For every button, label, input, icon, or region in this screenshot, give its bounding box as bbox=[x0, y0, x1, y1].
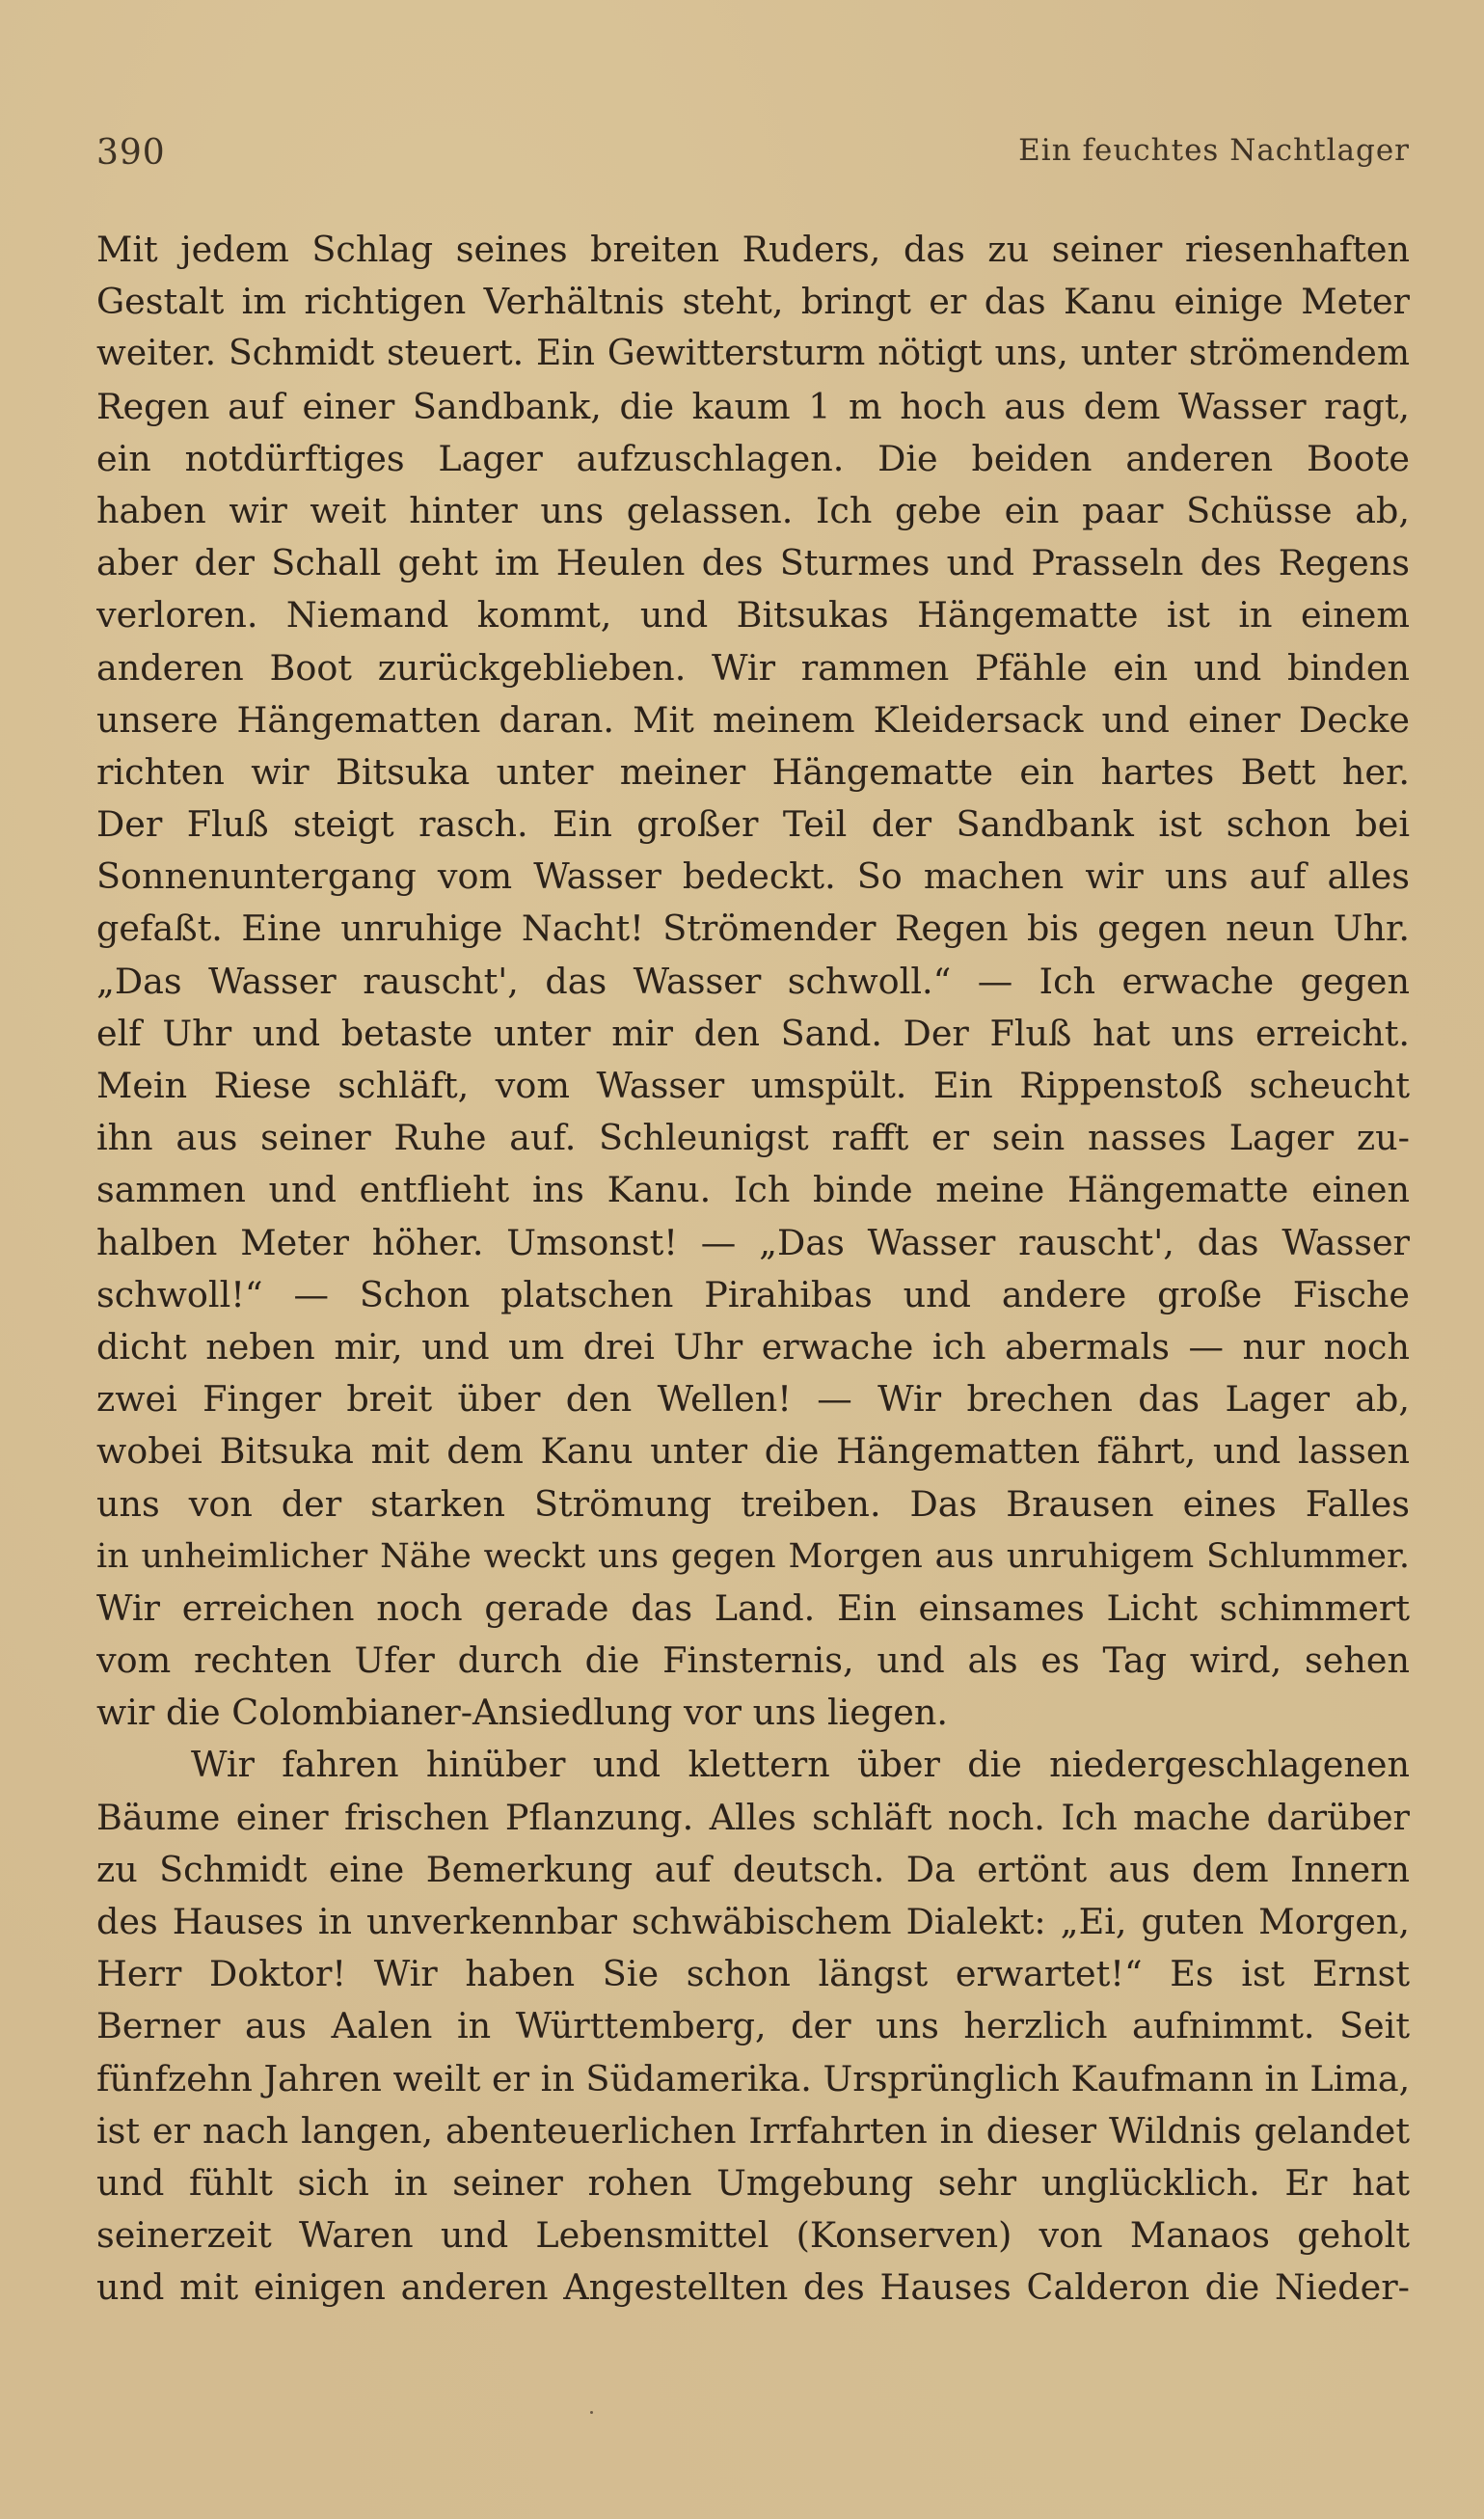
paper-speck bbox=[590, 2411, 593, 2414]
text-line: schwoll!“ — Schon platschen Pirahibas und andere große Fische bbox=[96, 1273, 1410, 1315]
text-line: ein notdürftiges Lager aufzuschlagen. Die beiden anderen Boote bbox=[96, 437, 1410, 479]
text-line: und fühlt sich in seiner rohen Umgebung sehr unglücklich. Er hat bbox=[96, 2161, 1410, 2204]
page-number: 390 bbox=[96, 133, 166, 173]
text-line: wobei Bitsuka mit dem Kanu unter die Hängematten fährt, und lassen bbox=[96, 1430, 1410, 1473]
text-line: halben Meter höher. Umsonst! — „Das Wasser rauscht', das Wasser bbox=[96, 1221, 1410, 1263]
text-line: in unheimlicher Nähe weckt uns gegen Morgen aus unruhigem Schlummer. bbox=[96, 1536, 1410, 1576]
text-line: „Das Wasser rauscht', das Wasser schwoll.“ — Ich erwache gegen bbox=[96, 960, 1410, 1002]
text-line: Regen auf einer Sandbank, die kaum 1 m hoch aus dem Wasser ragt, bbox=[96, 385, 1410, 427]
text-line: uns von der starken Strömung treiben. Das Brausen eines Falles bbox=[96, 1482, 1410, 1525]
text-line: seinerzeit Waren und Lebensmittel (Konserven) von Manaos geholt bbox=[96, 2214, 1410, 2257]
text-line: Wir erreichen noch gerade das Land. Ein einsames Licht schimmert bbox=[96, 1586, 1410, 1629]
text-line: elf Uhr und betaste unter mir den Sand. Der Fluß hat uns erreicht. bbox=[96, 1012, 1410, 1054]
text-line: zwei Finger breit über den Wellen! — Wir brechen das Lager ab, bbox=[96, 1378, 1410, 1421]
text-line: Sonnenuntergang vom Wasser bedeckt. So machen wir uns auf alles bbox=[96, 855, 1410, 898]
text-line: vom rechten Ufer durch die Finsternis, und als es Tag wird, sehen bbox=[96, 1639, 1410, 1682]
text-line: haben wir weit hinter uns gelassen. Ich gebe ein paar Schüsse ab, bbox=[96, 489, 1410, 531]
text-line: Berner aus Aalen in Württemberg, der uns herzlich aufnimmt. Seit bbox=[96, 2005, 1410, 2047]
text-line: aber der Schall geht im Heulen des Sturmes und Prasseln des Regens bbox=[96, 542, 1410, 584]
text-line: Der Fluß steigt rasch. Ein großer Teil der Sandbank ist schon bei bbox=[96, 803, 1410, 846]
text-line: Gestalt im richtigen Verhältnis steht, bringt er das Kanu einige Meter bbox=[96, 281, 1410, 323]
text-line: dicht neben mir, und um drei Uhr erwache ich abermals — nur noch bbox=[96, 1325, 1410, 1368]
text-line: Mit jedem Schlag seines breiten Ruders, das zu seiner riesenhaften bbox=[96, 229, 1410, 270]
text-line: fünfzehn Jahren weilt er in Südamerika. Ursprünglich Kaufmann in Lima, bbox=[96, 2057, 1410, 2099]
text-line: verloren. Niemand kommt, und Bitsukas Hängematte ist in einem bbox=[96, 594, 1410, 637]
text-line: ist er nach langen, abenteuerlichen Irrfahrten in dieser Wildnis gelandet bbox=[96, 2109, 1410, 2152]
text-line: richten wir Bitsuka unter meiner Hängematte ein hartes Bett her. bbox=[96, 750, 1410, 793]
text-line: Mein Riese schläft, vom Wasser umspült. Ein Rippenstoß scheucht bbox=[96, 1065, 1410, 1106]
text-line: weiter. Schmidt steuert. Ein Gewittersturm nötigt uns, unter strömendem bbox=[96, 334, 1410, 374]
text-line: sammen und entflieht ins Kanu. Ich binde meine Hängematte einen bbox=[96, 1169, 1410, 1211]
text-line: des Hauses in unverkennbar schwäbischem Dialekt: „Ei, guten Morgen, bbox=[96, 1901, 1410, 1942]
text-line: ihn aus seiner Ruhe auf. Schleunigst rafft er sein nasses Lager zu- bbox=[96, 1117, 1410, 1159]
body-text bbox=[96, 224, 1410, 2315]
text-line: Bäume einer frischen Pflanzung. Alles schläft noch. Ich mache darüber bbox=[96, 1796, 1410, 1838]
text-line: zu Schmidt eine Bemerkung auf deutsch. Da ertönt aus dem Innern bbox=[96, 1848, 1410, 1890]
text-line: und mit einigen anderen Angestellten des Hauses Calderon die Nieder- bbox=[96, 2266, 1410, 2309]
text-line: gefaßt. Eine unruhige Nacht! Strömender Regen bis gegen neun Uhr. bbox=[96, 907, 1410, 950]
page-header bbox=[96, 133, 1410, 181]
text-line: wir die Colombianer-Ansiedlung vor uns liegen. bbox=[96, 1692, 948, 1734]
text-line: unsere Hängematten daran. Mit meinem Kleidersack und einer Decke bbox=[96, 698, 1410, 741]
running-title: Ein feuchtes Nachtlager bbox=[1018, 133, 1410, 168]
text-line: anderen Boot zurückgeblieben. Wir rammen Pfähle ein und binden bbox=[96, 646, 1410, 689]
text-line: Herr Doktor! Wir haben Sie schon längst erwartet!“ Es ist Ernst bbox=[96, 1953, 1410, 1995]
text-line: Wir fahren hinüber und klettern über die niedergeschlagenen bbox=[191, 1744, 1410, 1786]
